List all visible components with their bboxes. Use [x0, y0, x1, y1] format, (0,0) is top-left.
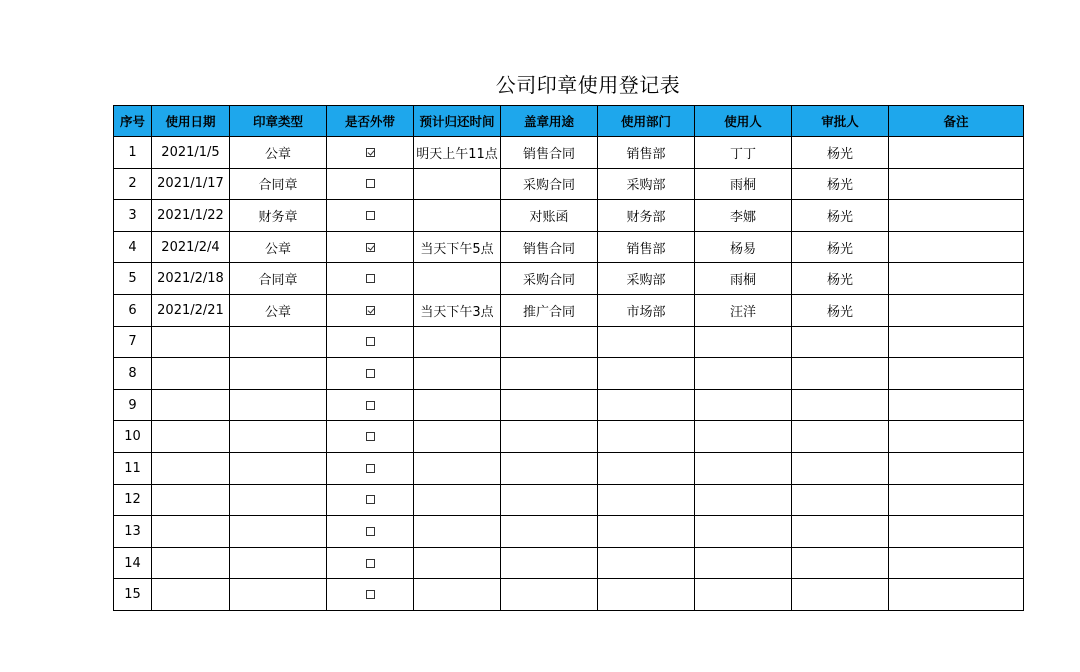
cell-department[interactable] [598, 421, 695, 453]
cell-approver[interactable]: 杨光 [792, 294, 889, 326]
cell-seal-type[interactable] [230, 326, 327, 358]
cell-note[interactable] [889, 358, 1024, 390]
cell-approver[interactable] [792, 389, 889, 421]
cell-seal-type[interactable]: 合同章 [230, 263, 327, 295]
column-header-purpose: 盖章用途 [501, 106, 598, 137]
cell-note[interactable] [889, 326, 1024, 358]
cell-department[interactable] [598, 484, 695, 516]
cell-user[interactable] [695, 516, 792, 548]
cell-seal-type[interactable]: 合同章 [230, 168, 327, 200]
cell-date[interactable]: 2021/1/5 [152, 137, 230, 169]
cell-seal-type[interactable] [230, 389, 327, 421]
table-row [114, 168, 1024, 200]
cell-date[interactable] [152, 358, 230, 390]
cell-return-time[interactable]: 当天下午3点 [414, 294, 501, 326]
cell-department[interactable]: 采购部 [598, 168, 695, 200]
cell-no: 1 [114, 137, 152, 169]
cell-seal-type[interactable] [230, 579, 327, 611]
table-row [114, 484, 1024, 516]
table-row [114, 547, 1024, 579]
cell-purpose[interactable] [501, 547, 598, 579]
cell-user[interactable] [695, 484, 792, 516]
cell-taken-out [327, 200, 414, 232]
cell-return-time[interactable] [414, 389, 501, 421]
cell-taken-out [327, 516, 414, 548]
cell-taken-out [327, 452, 414, 484]
cell-taken-out [327, 263, 414, 295]
cell-note[interactable] [889, 168, 1024, 200]
column-header-approver: 审批人 [792, 106, 889, 137]
cell-approver[interactable]: 杨光 [792, 137, 889, 169]
cell-user[interactable] [695, 389, 792, 421]
cell-date[interactable] [152, 516, 230, 548]
cell-seal-type[interactable]: 财务章 [230, 200, 327, 232]
cell-note[interactable] [889, 389, 1024, 421]
cell-approver[interactable]: 杨光 [792, 231, 889, 263]
checkbox[interactable] [366, 495, 375, 504]
cell-seal-type[interactable]: 公章 [230, 231, 327, 263]
table-row [114, 421, 1024, 453]
cell-note[interactable] [889, 421, 1024, 453]
cell-taken-out [327, 326, 414, 358]
cell-note[interactable] [889, 579, 1024, 611]
cell-user[interactable]: 雨桐 [695, 168, 792, 200]
table-row [114, 137, 1024, 169]
cell-return-time[interactable] [414, 452, 501, 484]
checked-checkbox[interactable] [366, 148, 375, 157]
column-header-seal-type: 印章类型 [230, 106, 327, 137]
checkbox[interactable] [366, 179, 375, 188]
cell-no: 6 [114, 294, 152, 326]
table-header-row [114, 106, 1024, 137]
cell-taken-out [327, 231, 414, 263]
cell-return-time[interactable] [414, 484, 501, 516]
cell-date[interactable] [152, 452, 230, 484]
cell-purpose[interactable]: 采购合同 [501, 168, 598, 200]
cell-return-time[interactable] [414, 579, 501, 611]
cell-department[interactable] [598, 358, 695, 390]
cell-return-time[interactable] [414, 263, 501, 295]
cell-seal-type[interactable]: 公章 [230, 294, 327, 326]
cell-seal-type[interactable] [230, 484, 327, 516]
cell-seal-type[interactable] [230, 452, 327, 484]
cell-purpose[interactable]: 推广合同 [501, 294, 598, 326]
cell-date[interactable] [152, 547, 230, 579]
column-header-note: 备注 [889, 106, 1024, 137]
cell-return-time[interactable]: 明天上午11点 [414, 137, 501, 169]
cell-no: 9 [114, 389, 152, 421]
cell-department[interactable]: 销售部 [598, 137, 695, 169]
cell-return-time[interactable] [414, 168, 501, 200]
cell-purpose[interactable] [501, 358, 598, 390]
cell-note[interactable] [889, 137, 1024, 169]
cell-note[interactable] [889, 484, 1024, 516]
cell-date[interactable] [152, 389, 230, 421]
cell-approver[interactable]: 杨光 [792, 263, 889, 295]
cell-department[interactable]: 采购部 [598, 263, 695, 295]
cell-approver[interactable]: 杨光 [792, 168, 889, 200]
cell-approver[interactable] [792, 452, 889, 484]
cell-approver[interactable] [792, 516, 889, 548]
column-header-return-time: 预计归还时间 [414, 106, 501, 137]
cell-date[interactable]: 2021/2/18 [152, 263, 230, 295]
cell-date[interactable] [152, 579, 230, 611]
table-row [114, 579, 1024, 611]
cell-approver[interactable] [792, 579, 889, 611]
cell-purpose[interactable]: 对账函 [501, 200, 598, 232]
cell-purpose[interactable] [501, 452, 598, 484]
cell-department[interactable] [598, 516, 695, 548]
cell-purpose[interactable] [501, 484, 598, 516]
cell-approver[interactable] [792, 421, 889, 453]
cell-no: 5 [114, 263, 152, 295]
cell-purpose[interactable] [501, 326, 598, 358]
cell-department[interactable]: 市场部 [598, 294, 695, 326]
table-row [114, 200, 1024, 232]
cell-department[interactable] [598, 547, 695, 579]
cell-user[interactable]: 李娜 [695, 200, 792, 232]
cell-note[interactable] [889, 263, 1024, 295]
cell-no: 10 [114, 421, 152, 453]
cell-department[interactable] [598, 452, 695, 484]
table-row [114, 231, 1024, 263]
cell-note[interactable] [889, 547, 1024, 579]
column-header-taken-out: 是否外带 [327, 106, 414, 137]
cell-seal-type[interactable]: 公章 [230, 137, 327, 169]
cell-approver[interactable] [792, 326, 889, 358]
cell-date[interactable]: 2021/2/4 [152, 231, 230, 263]
cell-taken-out [327, 421, 414, 453]
cell-purpose[interactable] [501, 579, 598, 611]
cell-no: 11 [114, 452, 152, 484]
cell-no: 14 [114, 547, 152, 579]
cell-user[interactable] [695, 326, 792, 358]
cell-note[interactable] [889, 294, 1024, 326]
cell-user[interactable]: 丁丁 [695, 137, 792, 169]
column-header-no: 序号 [114, 106, 152, 137]
cell-taken-out [327, 168, 414, 200]
checkbox[interactable] [366, 590, 375, 599]
cell-department[interactable]: 销售部 [598, 231, 695, 263]
checkbox[interactable] [366, 337, 375, 346]
cell-approver[interactable] [792, 547, 889, 579]
cell-seal-type[interactable] [230, 421, 327, 453]
table-row [114, 389, 1024, 421]
column-header-department: 使用部门 [598, 106, 695, 137]
cell-no: 2 [114, 168, 152, 200]
cell-date[interactable] [152, 326, 230, 358]
cell-note[interactable] [889, 200, 1024, 232]
cell-date[interactable]: 2021/1/22 [152, 200, 230, 232]
checkbox[interactable] [366, 211, 375, 220]
cell-note[interactable] [889, 231, 1024, 263]
cell-no: 15 [114, 579, 152, 611]
cell-return-time[interactable]: 当天下午5点 [414, 231, 501, 263]
cell-purpose[interactable]: 销售合同 [501, 137, 598, 169]
cell-taken-out [327, 484, 414, 516]
cell-approver[interactable] [792, 484, 889, 516]
cell-date[interactable] [152, 484, 230, 516]
cell-return-time[interactable] [414, 326, 501, 358]
checkbox[interactable] [366, 432, 375, 441]
cell-taken-out [327, 137, 414, 169]
cell-return-time[interactable] [414, 358, 501, 390]
checked-checkbox[interactable] [366, 306, 375, 315]
cell-approver[interactable]: 杨光 [792, 200, 889, 232]
checkbox[interactable] [366, 369, 375, 378]
column-header-date: 使用日期 [152, 106, 230, 137]
cell-seal-type[interactable] [230, 516, 327, 548]
cell-taken-out [327, 294, 414, 326]
cell-purpose[interactable] [501, 516, 598, 548]
cell-date[interactable]: 2021/1/17 [152, 168, 230, 200]
cell-taken-out [327, 358, 414, 390]
cell-date[interactable]: 2021/2/21 [152, 294, 230, 326]
checkbox[interactable] [366, 464, 375, 473]
table-row [114, 326, 1024, 358]
cell-seal-type[interactable] [230, 547, 327, 579]
cell-no: 7 [114, 326, 152, 358]
table-row [114, 294, 1024, 326]
cell-user[interactable]: 杨易 [695, 231, 792, 263]
cell-note[interactable] [889, 516, 1024, 548]
cell-purpose[interactable]: 销售合同 [501, 231, 598, 263]
page-title: 公司印章使用登记表 [495, 73, 681, 97]
cell-return-time[interactable] [414, 516, 501, 548]
cell-purpose[interactable] [501, 389, 598, 421]
column-header-user: 使用人 [695, 106, 792, 137]
table-row [114, 358, 1024, 390]
cell-department[interactable] [598, 579, 695, 611]
cell-note[interactable] [889, 452, 1024, 484]
cell-date[interactable] [152, 421, 230, 453]
cell-return-time[interactable] [414, 421, 501, 453]
table-row [114, 263, 1024, 295]
cell-no: 3 [114, 200, 152, 232]
cell-purpose[interactable]: 采购合同 [501, 263, 598, 295]
cell-department[interactable] [598, 389, 695, 421]
cell-no: 12 [114, 484, 152, 516]
checkbox[interactable] [366, 559, 375, 568]
cell-taken-out [327, 389, 414, 421]
cell-user[interactable]: 汪洋 [695, 294, 792, 326]
cell-user[interactable] [695, 547, 792, 579]
cell-user[interactable] [695, 452, 792, 484]
cell-purpose[interactable] [501, 421, 598, 453]
cell-seal-type[interactable] [230, 358, 327, 390]
cell-department[interactable]: 财务部 [598, 200, 695, 232]
cell-user[interactable] [695, 358, 792, 390]
checkbox[interactable] [366, 274, 375, 283]
checkbox[interactable] [366, 527, 375, 536]
cell-taken-out [327, 579, 414, 611]
table-body [114, 137, 1024, 611]
cell-department[interactable] [598, 326, 695, 358]
cell-return-time[interactable] [414, 200, 501, 232]
cell-no: 8 [114, 358, 152, 390]
cell-taken-out [327, 547, 414, 579]
seal-register-table [113, 105, 1024, 611]
cell-return-time[interactable] [414, 547, 501, 579]
table-row [114, 516, 1024, 548]
cell-no: 4 [114, 231, 152, 263]
checkbox[interactable] [366, 401, 375, 410]
table-row [114, 452, 1024, 484]
checked-checkbox[interactable] [366, 243, 375, 252]
cell-user[interactable] [695, 421, 792, 453]
cell-user[interactable]: 雨桐 [695, 263, 792, 295]
cell-approver[interactable] [792, 358, 889, 390]
cell-user[interactable] [695, 579, 792, 611]
cell-no: 13 [114, 516, 152, 548]
